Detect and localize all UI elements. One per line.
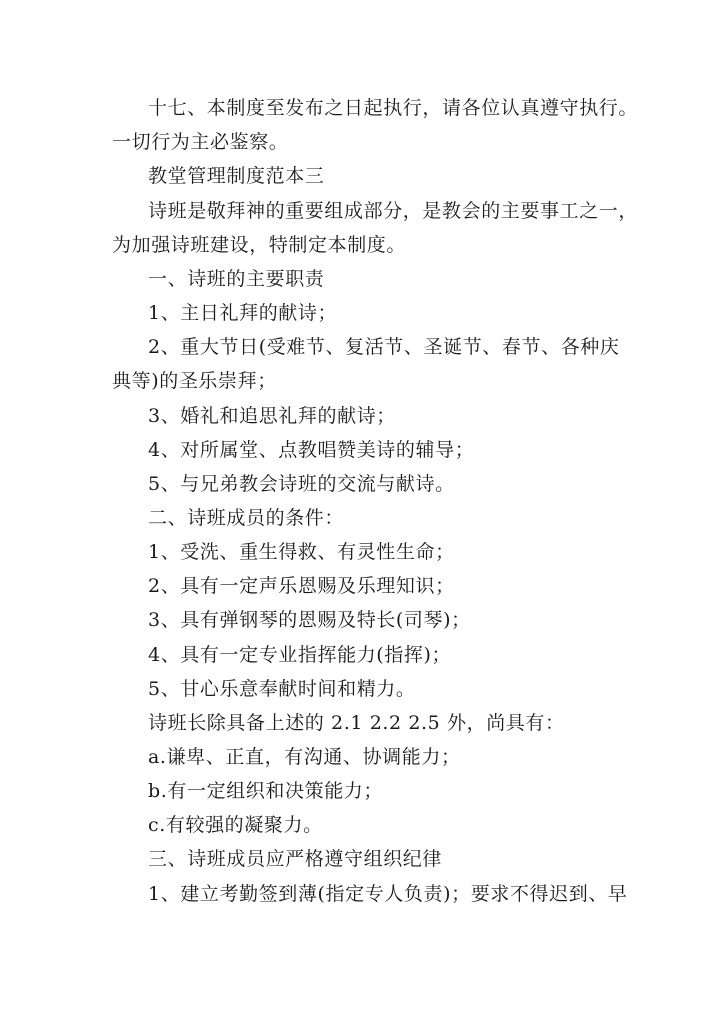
list-item: 5、甘心乐意奉献时间和精力。 — [148, 678, 416, 700]
list-item: c.有较强的凝聚力。 — [148, 814, 323, 836]
section-heading: 二、诗班成员的条件： — [148, 507, 345, 529]
paragraph-line: 为加强诗班建设，特制定本制度。 — [112, 234, 407, 256]
list-item: 1、受洗、重生得救、有灵性生命； — [148, 541, 455, 563]
paragraph-line: 十七、本制度至发布之日起执行，请各位认真遵守执行。 — [148, 97, 639, 119]
list-item: 2、重大节日(受难节、复活节、圣诞节、春节、各种庆 — [148, 336, 620, 358]
section-title: 教堂管理制度范本三 — [148, 165, 325, 187]
paragraph-line: 诗班长除具备上述的 2.1 2.2 2.5 外，尚具有： — [148, 712, 565, 734]
section-heading: 一、诗班的主要职责 — [148, 268, 325, 290]
list-item: b.有一定组织和决策能力； — [148, 780, 384, 802]
list-item: 1、建立考勤签到薄(指定专人负责)；要求不得迟到、早 — [148, 883, 628, 905]
list-item: 5、与兄弟教会诗班的交流与献诗。 — [148, 473, 455, 495]
list-item: 4、对所属堂、点教唱赞美诗的辅导； — [148, 439, 475, 461]
list-item: 3、具有弹钢琴的恩赐及特长(司琴)； — [148, 609, 471, 631]
list-item-continuation: 典等)的圣乐崇拜； — [112, 370, 277, 392]
list-item: 1、主日礼拜的献诗； — [148, 302, 338, 324]
list-item: 2、具有一定声乐恩赐及乐理知识； — [148, 575, 455, 597]
list-item: 3、婚礼和追思礼拜的献诗； — [148, 405, 396, 427]
section-heading: 三、诗班成员应严格遵守组织纪律 — [148, 848, 443, 870]
paragraph-line: 诗班是敬拜神的重要组成部分，是教会的主要事工之一， — [148, 200, 639, 222]
list-item: a.谦卑、正直，有沟通、协调能力； — [148, 746, 461, 768]
list-item: 4、具有一定专业指挥能力(指挥)； — [148, 644, 452, 666]
paragraph-line: 一切行为主必鉴察。 — [112, 131, 289, 153]
